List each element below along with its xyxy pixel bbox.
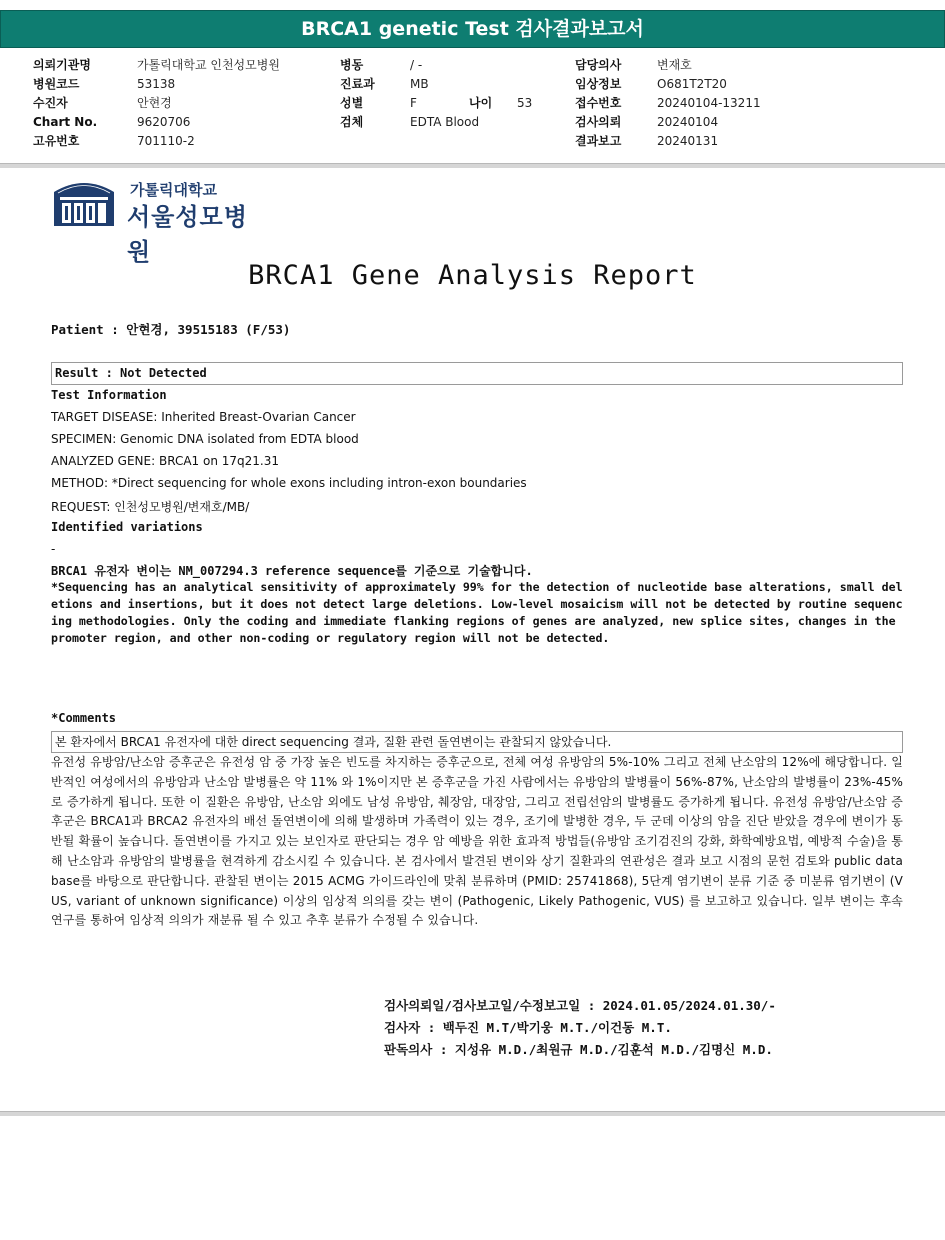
test-info-specimen: SPECIMEN: Genomic DNA isolated from EDTA blood <box>51 432 359 446</box>
info-row-chart-no <box>33 113 280 132</box>
hospital-emblem-icon <box>50 178 118 228</box>
info-label: 검체 <box>340 115 364 129</box>
info-label: 접수번호 <box>575 96 622 110</box>
info-value: 20240131 <box>657 134 719 148</box>
test-info-method: METHOD: *Direct sequencing for whole exons including intron-exon boundaries <box>51 476 527 490</box>
info-row-specimen <box>340 113 532 132</box>
info-row-hospital-code <box>33 75 280 94</box>
info-value: EDTA Blood <box>410 115 480 129</box>
info-row-clinical-info <box>575 75 761 94</box>
footer-divider <box>0 1111 945 1116</box>
order-info-col-3 <box>575 56 761 151</box>
info-row-request-date <box>575 113 761 132</box>
test-info-heading: Test Information <box>51 388 167 402</box>
info-label: 병동 <box>340 58 364 72</box>
info-value: 53138 <box>137 77 176 91</box>
order-info-col-1 <box>33 56 280 151</box>
info-label: 병원코드 <box>33 77 80 91</box>
info-label: 고유번호 <box>33 134 80 148</box>
test-info-target-disease: TARGET DISEASE: Inherited Breast-Ovarian Cancer <box>51 410 356 424</box>
info-row-patient <box>33 94 280 113</box>
info-label: 임상정보 <box>575 77 622 91</box>
info-row-institution <box>33 56 280 75</box>
logo-university-text: 가톨릭대학교 <box>130 181 217 199</box>
age-label: 나이 <box>469 96 493 110</box>
info-row-physician <box>575 56 761 75</box>
info-row-report-date <box>575 132 761 151</box>
info-value: O681T2T20 <box>657 77 727 91</box>
variations-heading: Identified variations <box>51 520 203 534</box>
result-box <box>51 362 903 385</box>
info-label: 담당의사 <box>575 58 622 72</box>
reference-note: BRCA1 유전자 변이는 NM_007294.3 reference sequence를 기준으로 기술합니다. <box>51 564 533 578</box>
info-label: 진료과 <box>340 77 375 91</box>
result-text: Result : Not Detected <box>55 366 207 380</box>
signature-physicians: 판독의사 : 지성유 M.D./최원규 M.D./김훈석 M.D./김명신 M.D. <box>384 1042 773 1057</box>
section-divider <box>0 163 945 168</box>
info-label: 검사의뢰 <box>575 115 622 129</box>
variations-value: - <box>51 542 56 556</box>
order-info-col-2 <box>340 56 532 132</box>
report-header-title: BRCA1 genetic Test 검사결과보고서 <box>0 10 945 48</box>
info-row-ward <box>340 56 532 75</box>
info-value: 9620706 <box>137 115 191 129</box>
info-value: / - <box>410 58 423 72</box>
info-value: 20240104-13211 <box>657 96 761 110</box>
signature-dates: 검사의뢰일/검사보고일/수정보고일 : 2024.01.05/2024.01.30/- <box>384 998 776 1013</box>
info-value: 20240104 <box>657 115 719 129</box>
test-info-analyzed-gene: ANALYZED GENE: BRCA1 on 17q21.31 <box>51 454 279 468</box>
patient-line: Patient : 안현경, 39515183 (F/53) <box>51 322 291 337</box>
info-value: F <box>410 96 417 110</box>
info-row-unique-id <box>33 132 280 151</box>
info-value: 가톨릭대학교 인천성모병원 <box>137 58 280 72</box>
sensitivity-note: *Sequencing has an analytical sensitivity of approximately 99% for the detection of nucleotide base alterations, small deletions and insertions, but it does not detect large deletions. Low-level mosaicism will not be detected by routine sequencing methodologies. Only the coding and immediate flanking regions of genes are analyzed, new splice sites, changes in the promoter region, and other non-coding or regulatory region will not be detected. <box>51 580 903 645</box>
signature-testers: 검사자 : 백두진 M.T/박기웅 M.T./이건동 M.T. <box>384 1020 672 1035</box>
info-row-receipt-no <box>575 94 761 113</box>
comments-heading: *Comments <box>51 711 117 725</box>
comment-summary: 본 환자에서 BRCA1 유전자에 대한 direct sequencing 결과, 질환 관련 돌연변이는 관찰되지 않았습니다. <box>55 735 612 749</box>
info-label: 수진자 <box>33 96 68 110</box>
info-value: 701110-2 <box>137 134 195 148</box>
info-row-department <box>340 75 532 94</box>
info-row-sex-age <box>340 94 532 113</box>
info-label: 성별 <box>340 96 364 110</box>
info-label: 의뢰기관명 <box>33 58 91 72</box>
comment-summary-box <box>51 731 903 753</box>
test-info-request: REQUEST: 인천성모병원/변재호/MB/ <box>51 500 250 514</box>
order-info-panel <box>0 50 945 150</box>
info-value: 변재호 <box>657 58 692 72</box>
info-value: 안현경 <box>137 96 172 110</box>
comment-body: 유전성 유방암/난소암 증후군은 유전성 암 중 가장 높은 빈도를 차지하는 증후군으로, 전체 여성 유방암의 5%-10% 그리고 전체 난소암의 12%에 해당합니다. 일반적인 여성에서의 유방암과 난소암 발병률은 약 11% 와 1%이지만 본 증후군을 가진 사람에서는 유방암의 발병률이 56%-87%, 난소암의 발병률이 23%-45%로 증가하게 됩니다. 또한 이 질환은 유방암, 난소암 외에도 남성 유방암, 췌장암, 대장암, 그리고 전립선암의 발병률도 증가하게 됩니다. 유전성 유방암/난소암 증후군은 BRCA1과 BRCA2 유전자의 배선 돌연변이에 의해 발생하며 가족력이 있는 경우, 조기에 발병한 경우, 두 군데 이상의 암을 진단 받았을 경우에 변이가 동반될 확률이 높습니다. 돌연변이를 가지고 있는 보인자로 판단되는 경우 암 예방을 위한 효과적 방법들(유방암 조기검진의 강화, 화학예방요법, 예방적 수술)을 통해 난소암과 유방암의 발병률을 현격하게 감소시킬 수 있습니다. 본 검사에서 발견된 변이와 상기 질환과의 연관성은 결과 보고 시점의 문헌 검토와 public database를 바탕으로 판단합니다. 관찰된 변이는 2015 ACMG 가이드라인에 맞춰 분류하며 (PMID: 25741868), 5단계 염기변이 분류 기준 중 미분류 염기변이 (VUS, variant of unknown significance) 이상의 임상적 의의를 갖는 변이 (Pathogenic, Likely Pathogenic, VUS) 를 보고하고 있습니다. 일부 변이는 후속 연구를 통하여 임상적 의의가 재분류 될 수 있고 추후 분류가 수정될 수 있습니다. <box>51 755 903 928</box>
info-label: Chart No. <box>33 115 98 129</box>
info-label: 결과보고 <box>575 134 622 148</box>
hospital-logo <box>50 178 270 266</box>
info-value: MB <box>410 77 429 91</box>
report-title: BRCA1 Gene Analysis Report <box>248 260 697 291</box>
logo-hospital-text: 서울성모병원 <box>127 203 248 266</box>
age-value: 53 <box>517 96 533 110</box>
